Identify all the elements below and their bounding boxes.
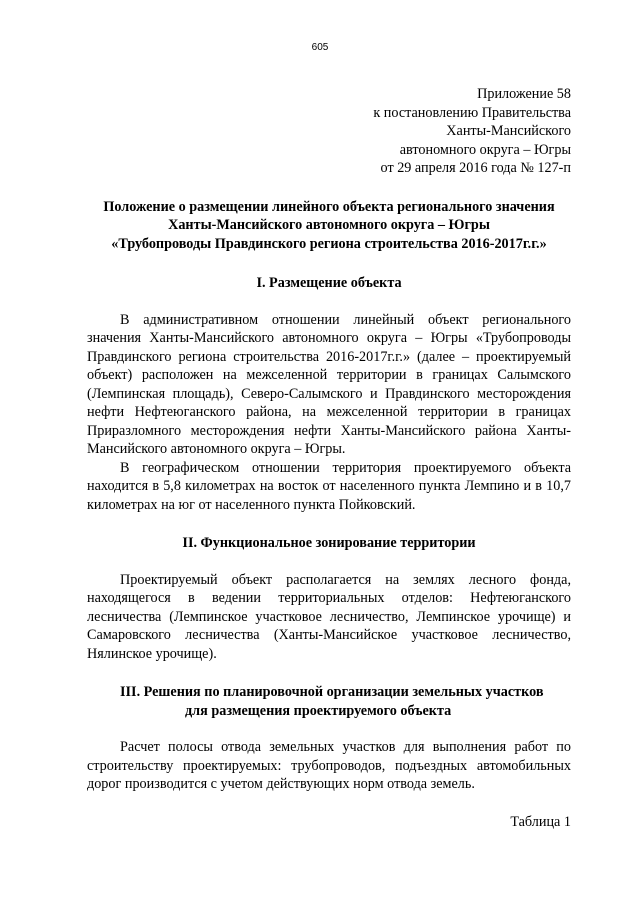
- appendix-region: Ханты-Мансийского: [446, 123, 571, 139]
- title-line-3: «Трубопроводы Правдинского региона строительства 2016-2017г.г.»: [111, 235, 547, 252]
- document-body: [87, 85, 571, 831]
- title-line-2: Ханты-Мансийского автономного округа – Югры: [168, 217, 490, 233]
- document-title: [87, 198, 571, 254]
- section-3-paragraph-1: Расчет полосы отвода земельных участков для выполнения работ по строительству проектируемых: трубопроводов, подъездных автомобильных дорог производится с учетом действующих норм отвода земель.: [87, 739, 571, 792]
- appendix-ref: к постановлению Правительства: [373, 104, 571, 121]
- section-3-body: [87, 738, 571, 794]
- page-number: 605: [311, 42, 329, 53]
- section-2-heading: II. Функциональное зонирование территории: [182, 535, 476, 551]
- title-line-1: Положение о размещении линейного объекта регионального значения: [103, 198, 555, 215]
- section-2-body: [87, 571, 571, 664]
- appendix-number: Приложение 58: [477, 86, 571, 102]
- appendix-okrug: автономного округа – Югры: [399, 141, 571, 158]
- appendix-date: от 29 апреля 2016 года № 127-п: [380, 160, 571, 176]
- section-1-heading: I. Размещение объекта: [256, 275, 402, 291]
- section-3-heading-line-1: III. Решения по планировочной организации земельных участков: [120, 684, 544, 700]
- section-2-paragraph-1: Проектируемый объект располагается на землях лесного фонда, находящегося в ведении территориальных отделов: Нефтеюганского лесничества (Лемпинское участковое лесничество, Лемпинское урочище) и Самаровского лесничества (Ханты-Мансийское участковое лесничество, Нялинское урочище).: [87, 571, 571, 662]
- section-3-heading-line-2: для размещения проектируемого объекта: [185, 702, 452, 719]
- section-1-body: [87, 311, 571, 515]
- section-1-paragraph-1: В административном отношении линейный объект регионального значения Ханты-Мансийского автономного округа – Югры «Трубопроводы Правдинского региона строительства 2016-2017г.г.» (далее – проектируемый объект) расположен на межселенной территории в границах Салымского (Лемпинская площадь), Северо-Салымского и Правдинского месторождения нефти Нефтеюганского района, на межселенной территории в границах Приразломного месторождения нефти Ханты-Мансийского района Ханты-Мансийского автономного округа – Югры.: [87, 311, 571, 457]
- section-1-paragraph-2: В географическом отношении территория проектируемого объекта находится в 5,8 километрах на восток от населенного пункта Лемпино и в 10,7 километрах на юг от населенного пункта Пойковский.: [87, 459, 571, 513]
- section-3-heading: [87, 683, 571, 720]
- appendix-header: [87, 85, 571, 178]
- table-label: Таблица 1: [510, 813, 571, 830]
